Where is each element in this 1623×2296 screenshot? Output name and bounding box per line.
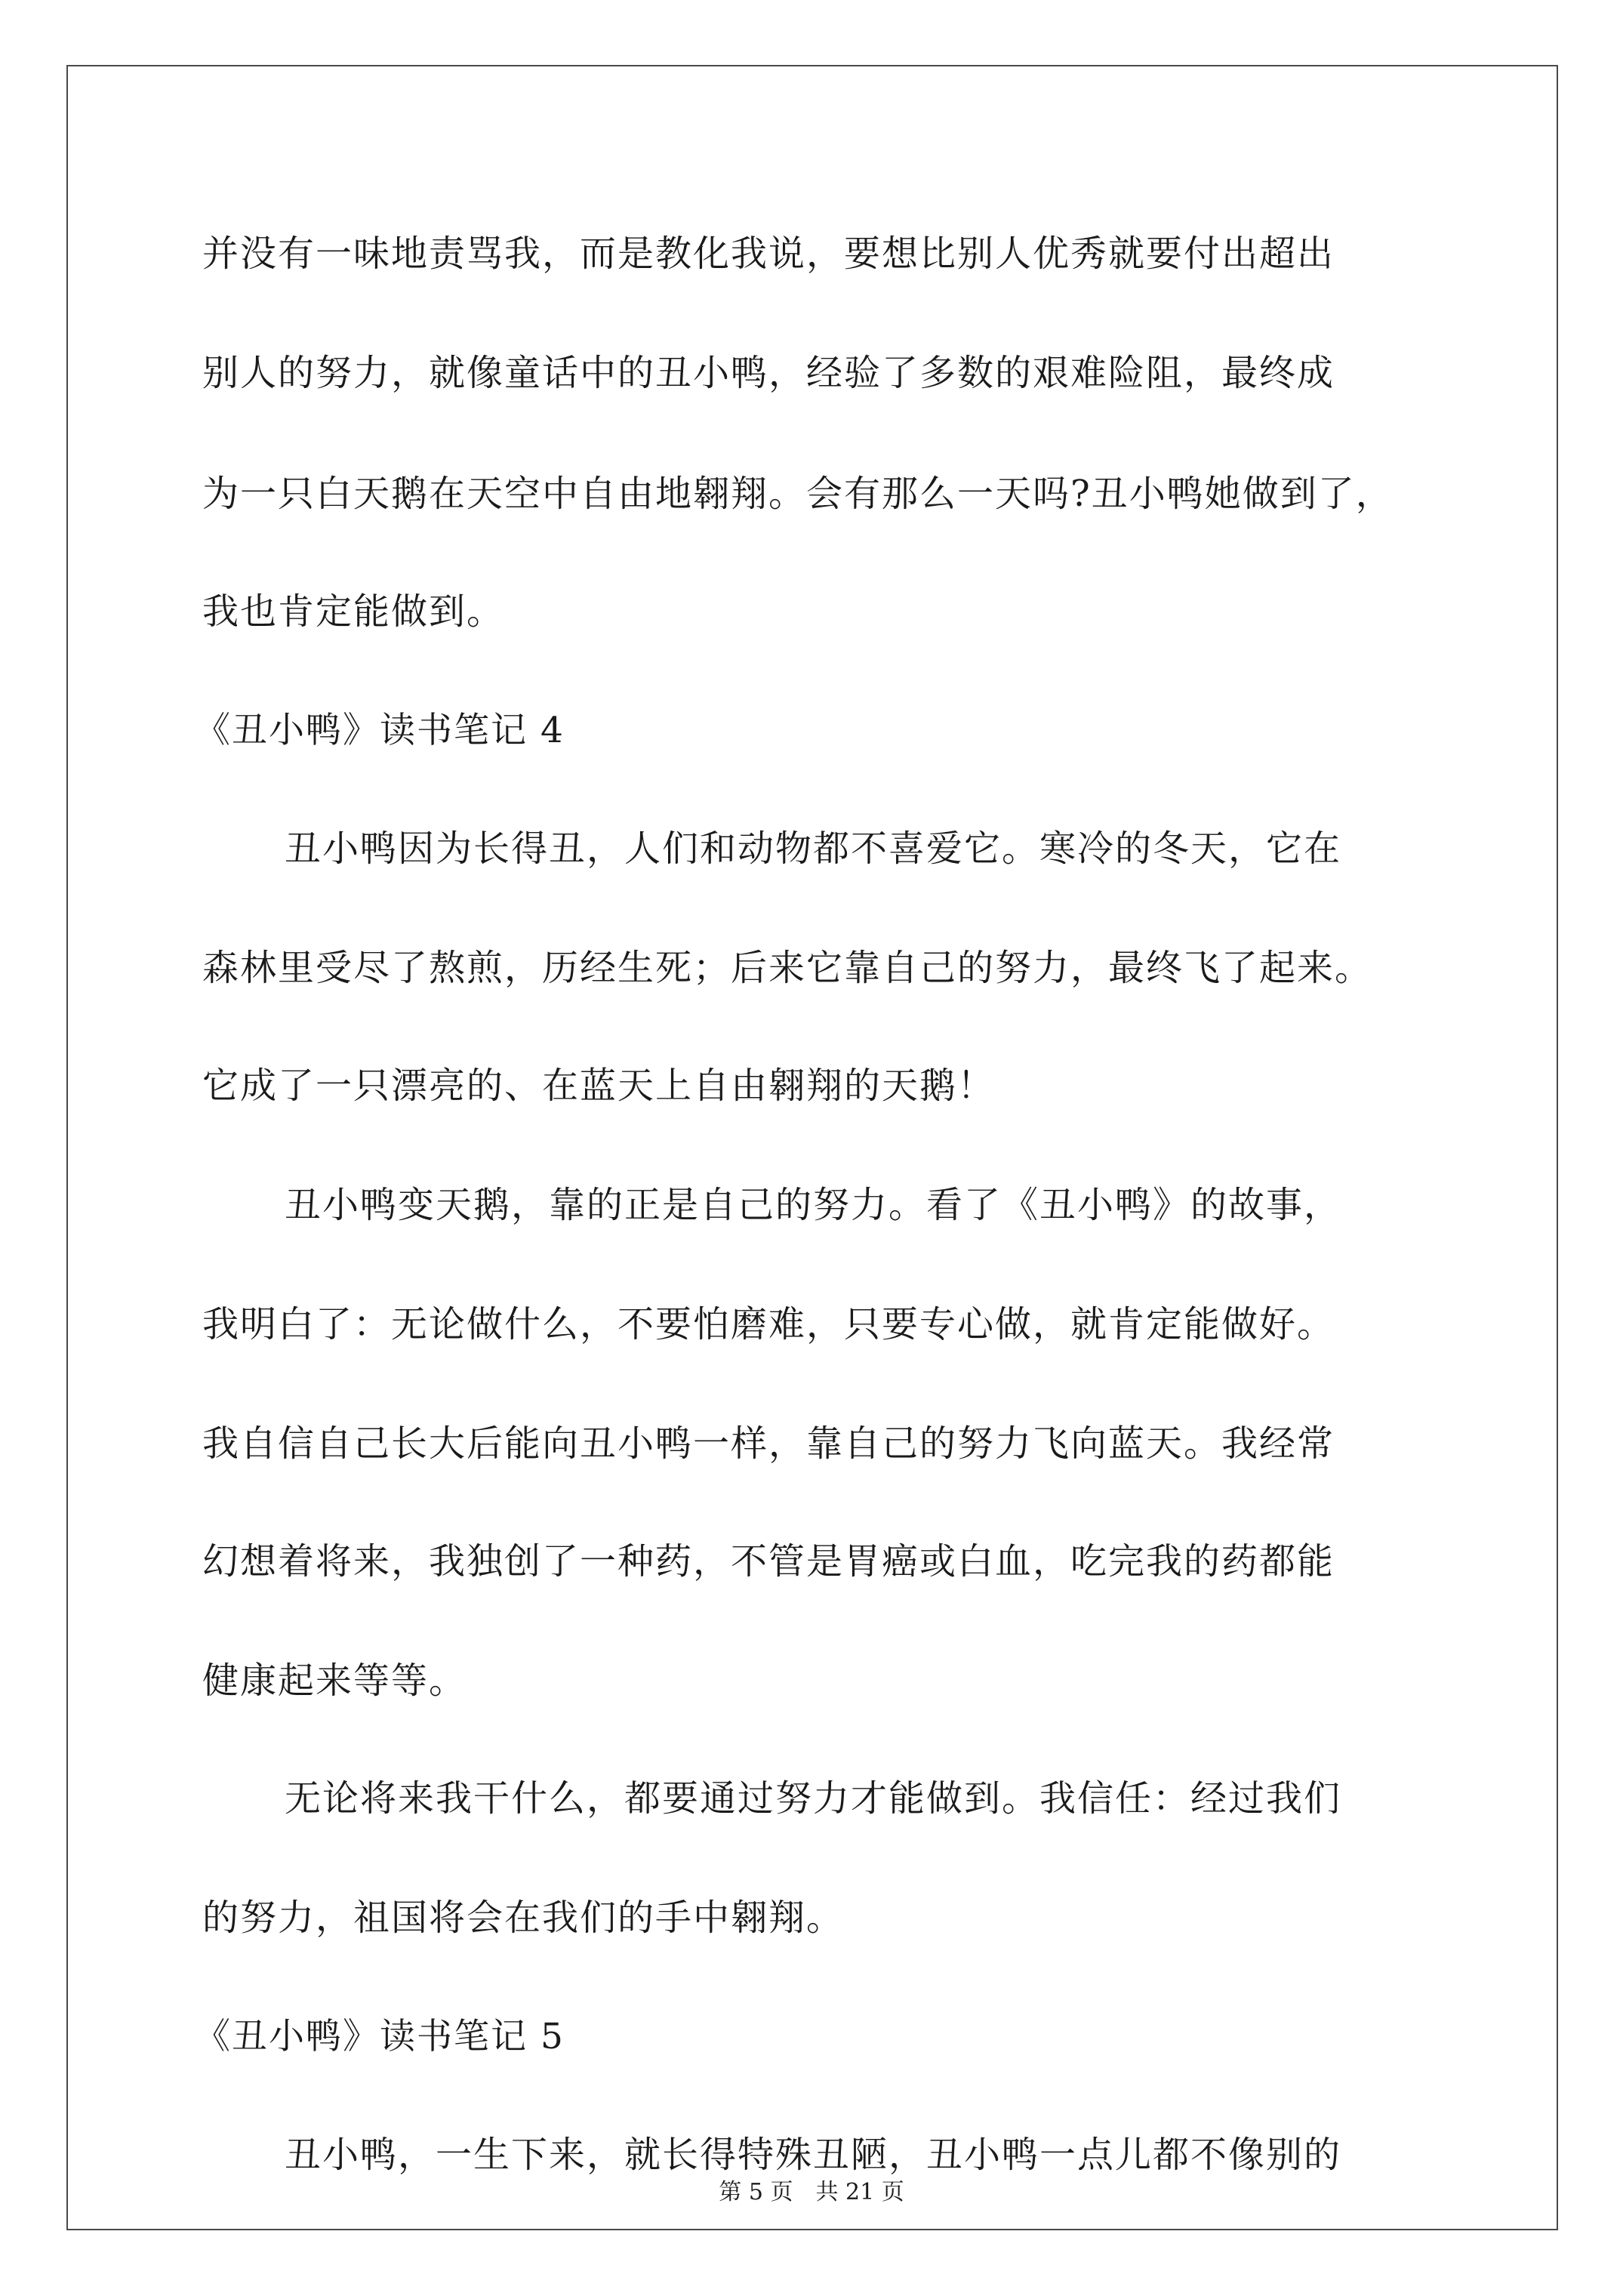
- page-frame: [66, 65, 1558, 2230]
- paragraph-line: 我明白了：无论做什么，不要怕磨难，只要专心做，就肯定能做好。: [202, 1303, 1335, 1345]
- paragraph-line: 它成了一只漂亮的、在蓝天上自由翱翔的天鹅！: [202, 1065, 996, 1107]
- paragraph-line: 别人的努力，就像童话中的丑小鸭，经验了多数的艰难险阻，最终成: [202, 352, 1335, 394]
- paragraph-line: 丑小鸭，一生下来，就长得特殊丑陋，丑小鸭一点儿都不像别的: [285, 2134, 1342, 2176]
- paragraph-line: 并没有一味地责骂我，而是教化我说，要想比别人优秀就要付出超出: [202, 233, 1335, 275]
- paragraph-line: 的努力，祖国将会在我们的手中翱翔。: [202, 1897, 845, 1939]
- section-heading: 《丑小鸭》读书笔记 4: [195, 710, 565, 751]
- paragraph-line: 丑小鸭因为长得丑，人们和动物都不喜爱它。寒冷的冬天，它在: [285, 827, 1342, 870]
- page-total: 共 21 页: [815, 2179, 904, 2205]
- paragraph-line: 为一只白天鹅在天空中自由地翱翔。会有那么一天吗?丑小鸭她做到了，: [202, 473, 1394, 515]
- paragraph-line: 幻想着将来，我独创了一种药，不管是胃癌或白血，吃完我的药都能: [202, 1540, 1335, 1583]
- page-footer: [0, 2177, 1623, 2208]
- paragraph-line: 我自信自己长大后能向丑小鸭一样，靠自己的努力飞向蓝天。我经常: [202, 1422, 1335, 1465]
- paragraph-line: 健康起来等等。: [202, 1660, 467, 1702]
- paragraph-line: 丑小鸭变天鹅，靠的正是自己的努力。看了《丑小鸭》的故事，: [285, 1184, 1342, 1226]
- paragraph-line: 我也肯定能做到。: [202, 590, 505, 633]
- section-heading: 《丑小鸭》读书笔记 5: [195, 2016, 565, 2057]
- paragraph-line: 森林里受尽了熬煎，历经生死；后来它靠自己的努力，最终飞了起来。: [202, 947, 1373, 989]
- paragraph-line: 无论将来我干什么，都要通过努力才能做到。我信任：经过我们: [285, 1777, 1342, 1820]
- page-number: 第 5 页: [719, 2179, 793, 2205]
